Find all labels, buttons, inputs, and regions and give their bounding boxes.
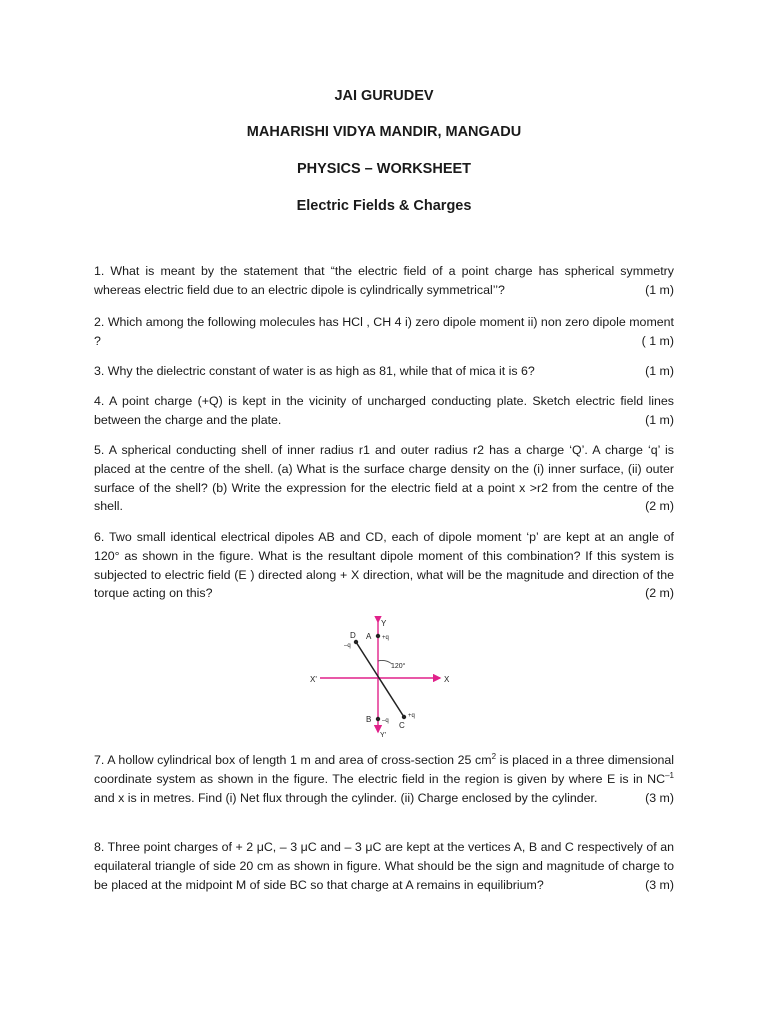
- question-marks: (3 m): [645, 790, 674, 805]
- superscript: 2: [491, 751, 497, 761]
- question-marks: (2 m): [645, 586, 674, 601]
- question-2: [94, 313, 674, 351]
- point-b-label: B: [366, 715, 372, 724]
- charge-c-dot: [402, 715, 406, 719]
- question-6: [94, 528, 674, 603]
- question-marks: (1 m): [645, 282, 674, 297]
- dipole-figure: [308, 616, 454, 738]
- question-text-part: 7. A hollow cylindrical box of length 1 m and area of cross-section 25 cm: [94, 753, 492, 767]
- point-c-label: C: [399, 721, 405, 730]
- charge-b-label: –q: [382, 718, 389, 724]
- school-name: MAHARISHI VIDYA MANDIR, MANGADU: [246, 124, 522, 140]
- question-text: 3. Why the dielectric constant of water is as high as 81, while that of mica it is 6?: [94, 364, 535, 378]
- question-marks: ( 1 m): [641, 333, 674, 348]
- charge-b-dot: [376, 717, 380, 721]
- question-7: [94, 751, 674, 807]
- angle-label: 120°: [391, 663, 406, 670]
- axis-x-neg-label: X': [310, 675, 317, 684]
- angle-arc: [378, 660, 392, 664]
- question-8: [94, 838, 674, 894]
- question-5: [94, 441, 674, 516]
- superscript: –1: [665, 770, 674, 780]
- charge-d-label: –q: [344, 643, 351, 649]
- charge-a-label: +q: [382, 635, 389, 641]
- charge-a-dot: [376, 634, 380, 638]
- blessing-heading: JAI GURUDEV: [334, 88, 434, 104]
- axis-y-label: Y: [381, 619, 387, 628]
- question-text: 6. Two small identical electrical dipoles AB and CD, each of dipole moment ‘p’ are kept at an angle of 120° as shown in the figure. What is the resultant dipole moment of this combination? If this system is subjected to electric field (E ) directed along + X direction, what will be the magnitude and direction of the torque acting on this?: [94, 530, 674, 601]
- question-marks: (2 m): [645, 499, 674, 514]
- worksheet-subject: PHYSICS – WORKSHEET: [296, 161, 472, 177]
- charge-d-dot: [354, 640, 358, 644]
- charge-c-label: +q: [408, 713, 415, 719]
- question-text: 1. What is meant by the statement that “the electric field of a point charge has spherical symmetry whereas electric field due to an electric dipole is cylindrically symmetrical’’?: [94, 264, 674, 297]
- question-text: 4. A point charge (+Q) is kept in the vicinity of uncharged conducting plate. Sketch electric field lines between the charge and the plate.: [94, 394, 674, 427]
- question-marks: (1 m): [645, 412, 674, 427]
- axis-x-label: X: [444, 675, 450, 684]
- question-text-part: is placed in a three dimensional coordinate system as shown in the figure. The electric field in the region is given by where E is in NC: [94, 753, 675, 786]
- axis-y-neg-label: Y': [380, 732, 387, 738]
- question-text: 5. A spherical conducting shell of inner radius r1 and outer radius r2 has a charge ‘Q’. A charge ‘q’ is placed at the centre of the shell. (a) What is the surface charge density on the (i) inner surface, (ii) outer surface of the shell? (b) Write the expression for the electric field at a point x >r2 from the centre of the shell.: [94, 443, 674, 514]
- question-marks: (1 m): [645, 364, 674, 378]
- dipole-dc-line: [356, 642, 404, 717]
- question-text: 2. Which among the following molecules has HCl , CH 4 i) zero dipole moment ii) non zero dipole moment ?: [94, 315, 674, 348]
- worksheet-topic: Electric Fields & Charges: [296, 198, 472, 214]
- question-text-part: and x is in metres. Find (i) Net flux through the cylinder. (ii) Charge enclosed by the cylinder.: [94, 790, 598, 805]
- question-marks: (3 m): [645, 877, 674, 892]
- question-4: [94, 392, 674, 430]
- point-a-label: A: [366, 632, 372, 641]
- question-1: [94, 262, 674, 300]
- point-d-label: D: [350, 631, 356, 640]
- question-text: 8. Three point charges of + 2 μC, – 3 μC and – 3 μC are kept at the vertices A, B and C respectively of an equilateral triangle of side 20 cm as shown in figure. What should be the sign and magnitude of charge to be placed at the midpoint M of side BC so that charge at A remains in equilibrium?: [94, 840, 674, 892]
- question-3: [94, 362, 674, 381]
